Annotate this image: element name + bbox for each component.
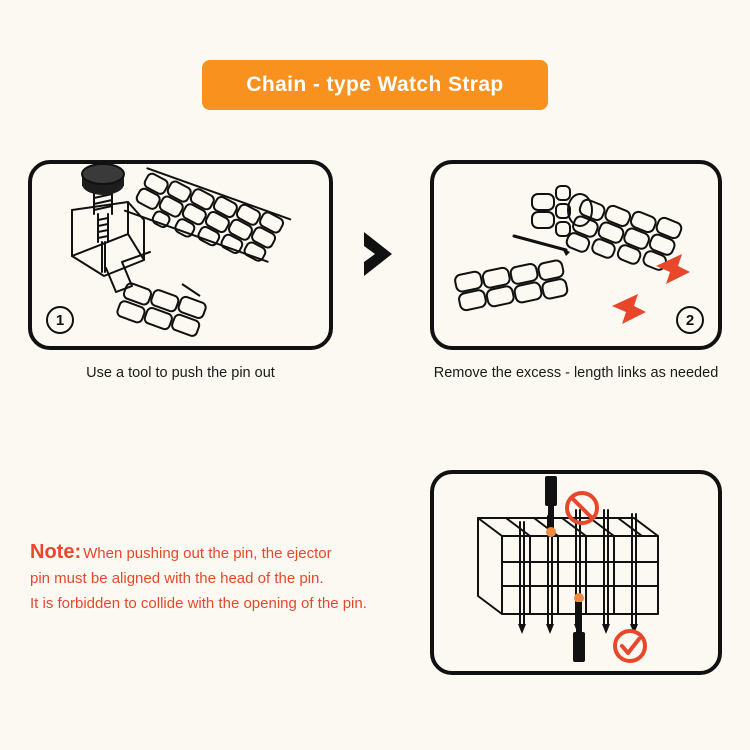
chevron-right-icon: [356, 228, 408, 280]
step-2-caption: Remove the excess - length links as needed: [433, 365, 719, 381]
note-block: [30, 540, 415, 616]
correct-ejector-pin: [573, 593, 585, 662]
step-2-panel: [430, 160, 722, 350]
step-1-badge: 1: [46, 306, 74, 334]
step-1-caption: Use a tool to push the pin out: [86, 365, 275, 381]
tool-knob: [82, 164, 124, 195]
step-2-badge: 2: [676, 306, 704, 334]
pin-alignment-detail-panel: [430, 470, 722, 675]
page-title: Chain - type Watch Strap: [246, 73, 504, 96]
note-line-1: When pushing out the pin, the ejector: [83, 545, 332, 562]
page-title-banner: [202, 60, 548, 110]
note-line-2: pin must be aligned with the head of the pin.: [30, 570, 324, 587]
pin-alignment-illustration: [434, 474, 718, 671]
check-circle-icon: [615, 631, 645, 661]
note-line-3: It is forbidden to collide with the opening of the pin.: [30, 595, 367, 612]
step-1-illustration: [32, 164, 329, 346]
note-label: Note:: [30, 541, 82, 563]
step-1-panel: [28, 160, 333, 350]
